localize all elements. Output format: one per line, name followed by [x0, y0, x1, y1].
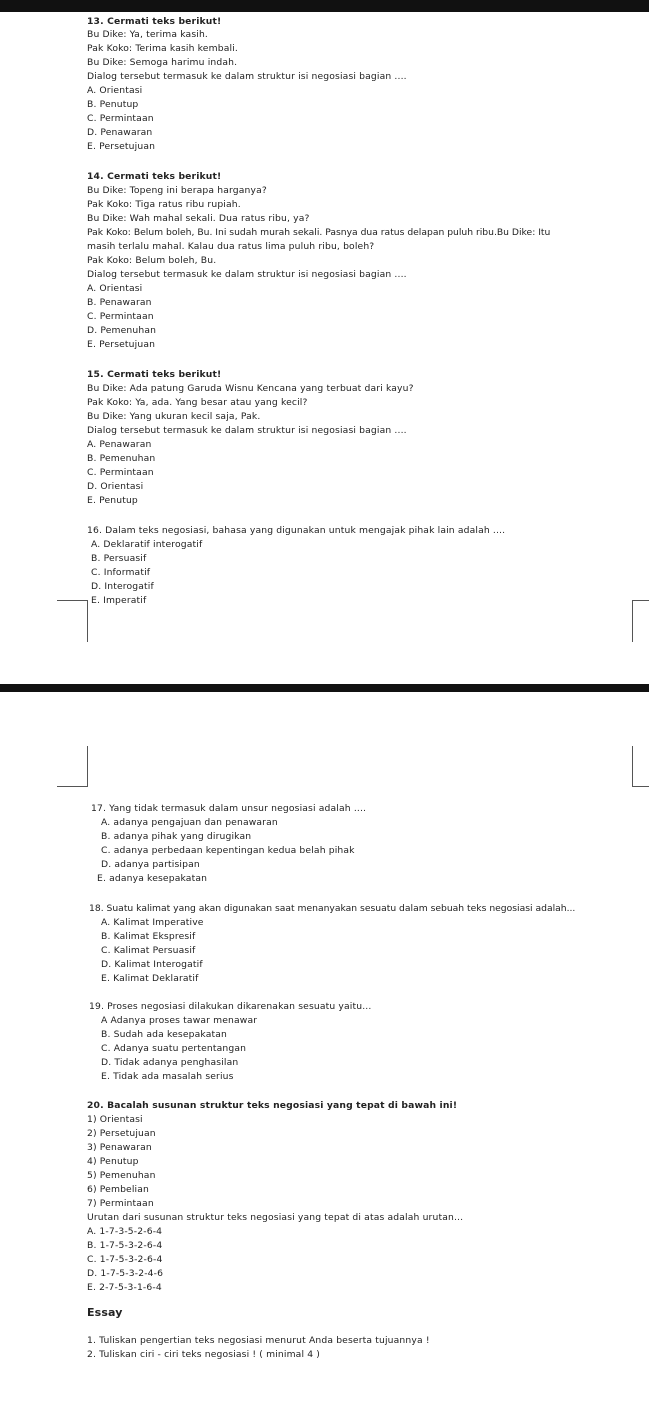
q20-title: 20. Bacalah susunan struktur teks negosiasi yang tepat di bawah ini! — [87, 1100, 458, 1111]
q17-option-d: D. adanya partisipan — [101, 859, 200, 870]
top-dark-bar — [0, 0, 649, 12]
q18-option-c: C. Kalimat Persuasif — [101, 945, 196, 956]
q15-option-c: C. Permintaan — [87, 467, 154, 478]
q16-option-d: D. Interogatif — [91, 581, 154, 592]
q15-title: 15. Cermati teks berikut! — [87, 369, 222, 380]
q18-option-b: B. Kalimat Ekspresif — [101, 931, 196, 942]
q15-question: Dialog tersebut termasuk ke dalam struktur isi negosiasi bagian .... — [87, 425, 407, 436]
q15-option-a: A. Penawaran — [87, 439, 152, 450]
crop-mark — [632, 600, 633, 642]
essay-item-2: 2. Tuliskan ciri - ciri teks negosiasi ! ( minimal 4 ) — [87, 1349, 321, 1360]
q19-option-a: A Adanya proses tawar menawar — [101, 1015, 258, 1026]
page-separator-bar — [0, 684, 649, 692]
q17-option-b: B. adanya pihak yang dirugikan — [101, 831, 252, 842]
q13-question: Dialog tersebut termasuk ke dalam struktur isi negosiasi bagian .... — [87, 71, 407, 82]
q20-structure-item: 6) Pembelian — [87, 1184, 150, 1195]
crop-mark — [632, 600, 649, 601]
q18-question: 18. Suatu kalimat yang akan digunakan saat menanyakan sesuatu dalam sebuah teks negosiasi adalah... — [89, 903, 576, 914]
q16-option-b: B. Persuasif — [91, 553, 147, 564]
crop-mark — [632, 786, 649, 787]
worksheet-page-1 — [0, 12, 649, 684]
q20-option-c: C. 1-7-5-3-2-6-4 — [87, 1254, 163, 1265]
q20-option-a: A. 1-7-3-5-2-6-4 — [87, 1226, 163, 1237]
q15-option-e: E. Penutup — [87, 495, 138, 506]
q14-question: Dialog tersebut termasuk ke dalam struktur isi negosiasi bagian .... — [87, 269, 407, 280]
crop-mark — [87, 746, 88, 786]
q15-dialog-line: Pak Koko: Ya, ada. Yang besar atau yang kecil? — [87, 397, 308, 408]
q20-structure-item: 7) Permintaan — [87, 1198, 154, 1209]
q14-option-a: A. Orientasi — [87, 283, 143, 294]
q14-dialog-line: Pak Koko: Tiga ratus ribu rupiah. — [87, 199, 241, 210]
q13-option-c: C. Permintaan — [87, 113, 154, 124]
essay-item-1: 1. Tuliskan pengertian teks negosiasi menurut Anda beserta tujuannya ! — [87, 1335, 430, 1346]
q18-option-e: E. Kalimat Deklaratif — [101, 973, 199, 984]
q17-option-a: A. adanya pengajuan dan penawaran — [101, 817, 278, 828]
q19-question: 19. Proses negosiasi dilakukan dikarenakan sesuatu yaitu... — [89, 1001, 372, 1012]
q20-structure-item: 4) Penutup — [87, 1156, 139, 1167]
q14-dialog-line: Pak Koko: Belum boleh, Bu. — [87, 255, 217, 266]
q13-dialog-line: Bu Dike: Ya, terima kasih. — [87, 29, 209, 40]
q14-dialog-line: Pak Koko: Belum boleh, Bu. Ini sudah murah sekali. Pasnya dua ratus delapan puluh ribu.Bu Dike: Itu — [87, 227, 551, 238]
q15-dialog-line: Bu Dike: Yang ukuran kecil saja, Pak. — [87, 411, 261, 422]
q20-option-d: D. 1-7-5-3-2-4-6 — [87, 1268, 164, 1279]
q20-option-e: E. 2-7-5-3-1-6-4 — [87, 1282, 162, 1293]
q20-structure-item: 2) Persetujuan — [87, 1128, 156, 1139]
crop-mark — [57, 600, 87, 601]
q15-option-b: B. Pemenuhan — [87, 453, 156, 464]
q13-dialog-line: Bu Dike: Semoga harimu indah. — [87, 57, 238, 68]
q14-option-c: C. Permintaan — [87, 311, 154, 322]
q20-structure-item: 1) Orientasi — [87, 1114, 143, 1125]
essay-heading: Essay — [87, 1306, 123, 1319]
q19-option-b: B. Sudah ada kesepakatan — [101, 1029, 228, 1040]
q17-option-e: E. adanya kesepakatan — [97, 873, 208, 884]
q13-option-b: B. Penutup — [87, 99, 139, 110]
q13-title: 13. Cermati teks berikut! — [87, 16, 222, 27]
crop-mark — [57, 786, 88, 787]
q14-option-d: D. Pemenuhan — [87, 325, 157, 336]
q15-dialog-line: Bu Dike: Ada patung Garuda Wisnu Kencana yang terbuat dari kayu? — [87, 383, 414, 394]
q19-option-c: C. Adanya suatu pertentangan — [101, 1043, 247, 1054]
q15-option-d: D. Orientasi — [87, 481, 144, 492]
q13-option-a: A. Orientasi — [87, 85, 143, 96]
worksheet-page-2 — [0, 692, 649, 1427]
q14-dialog-line: Bu Dike: Wah mahal sekali. Dua ratus ribu, ya? — [87, 213, 310, 224]
q14-option-e: E. Persetujuan — [87, 339, 156, 350]
q16-question: 16. Dalam teks negosiasi, bahasa yang digunakan untuk mengajak pihak lain adalah .... — [87, 525, 506, 536]
q20-question: Urutan dari susunan struktur teks negosiasi yang tepat di atas adalah urutan... — [87, 1212, 464, 1223]
q20-structure-item: 3) Penawaran — [87, 1142, 152, 1153]
q18-option-d: D. Kalimat Interogatif — [101, 959, 203, 970]
q14-title: 14. Cermati teks berikut! — [87, 171, 222, 182]
q13-option-e: E. Persetujuan — [87, 141, 156, 152]
q13-dialog-line: Pak Koko: Terima kasih kembali. — [87, 43, 238, 54]
q13-option-d: D. Penawaran — [87, 127, 153, 138]
q16-option-a: A. Deklaratif interogatif — [91, 539, 203, 550]
q17-option-c: C. adanya perbedaan kepentingan kedua belah pihak — [101, 845, 355, 856]
crop-mark — [87, 600, 88, 642]
q20-option-b: B. 1-7-5-3-2-6-4 — [87, 1240, 163, 1251]
q14-dialog-line: masih terlalu mahal. Kalau dua ratus lima puluh ribu, boleh? — [87, 241, 375, 252]
q17-question: 17. Yang tidak termasuk dalam unsur negosiasi adalah .... — [91, 803, 367, 814]
q19-option-d: D. Tidak adanya penghasilan — [101, 1057, 239, 1068]
q16-option-e: E. Imperatif — [91, 595, 147, 606]
q14-option-b: B. Penawaran — [87, 297, 152, 308]
q16-option-c: C. Informatif — [91, 567, 151, 578]
q14-dialog-line: Bu Dike: Topeng ini berapa harganya? — [87, 185, 267, 196]
crop-mark — [632, 746, 633, 786]
q20-structure-item: 5) Pemenuhan — [87, 1170, 156, 1181]
q18-option-a: A. Kalimat Imperative — [101, 917, 204, 928]
q19-option-e: E. Tidak ada masalah serius — [101, 1071, 234, 1082]
